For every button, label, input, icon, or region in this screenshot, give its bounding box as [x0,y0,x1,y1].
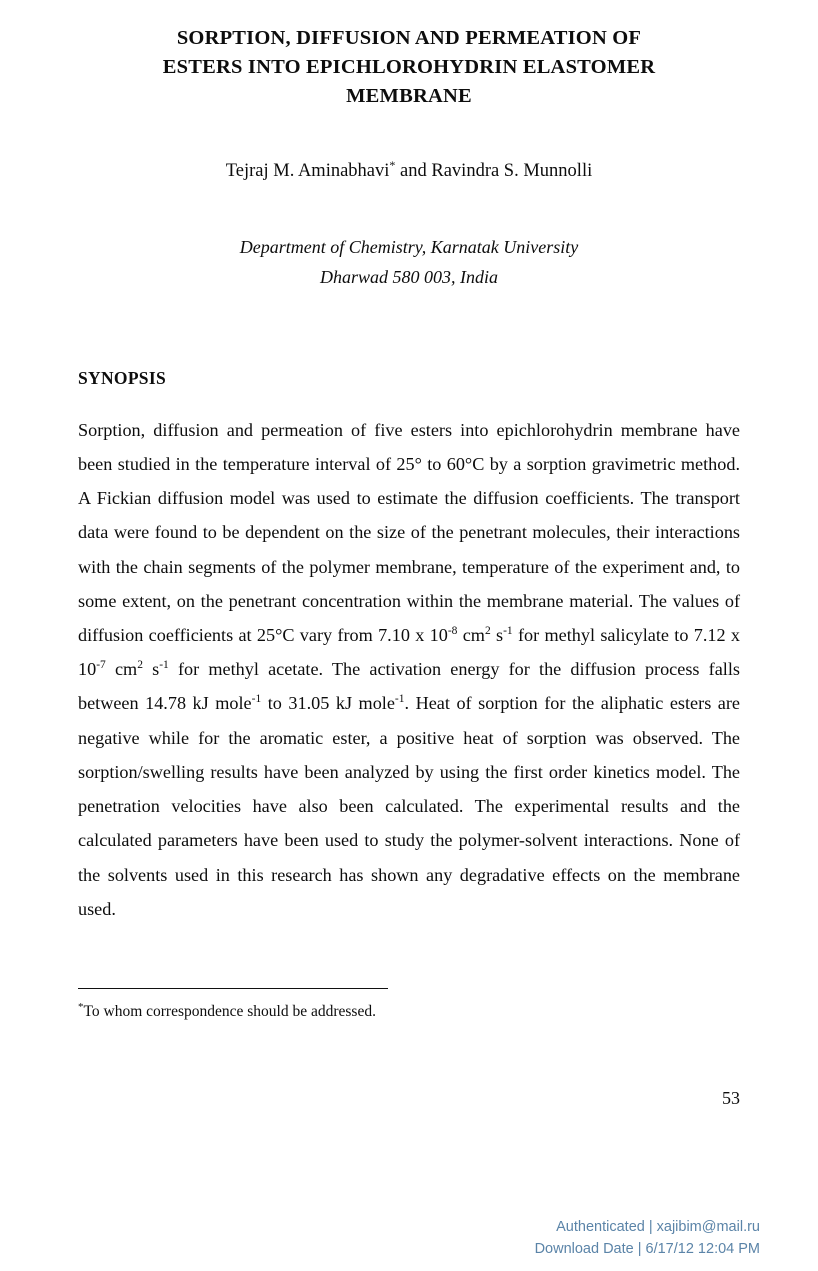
author-list [78,157,740,185]
abstract-sup-8: -1 [394,693,405,706]
abstract-body [78,413,740,926]
affiliation-line-1: Department of Chemistry, Karnatak University [239,237,579,258]
title-line-3: MEMBRANE [346,85,472,108]
affiliation [78,233,740,291]
title-line-1: SORPTION, DIFFUSION AND PERMEATION OF [176,27,642,49]
author-footnote-marker: * [389,158,396,173]
page-number: 53 [722,1088,740,1108]
synopsis-heading: SYNOPSIS [78,367,166,388]
abstract-sup-2: 2 [484,624,491,637]
abstract-sup-4: -7 [96,659,106,672]
author-primary: Tejraj M. Aminabhavi [225,161,390,182]
abstract-part-9: . Heat of sorption for the aliphatic esters are negative while for the aromatic ester, a positive heat of sorption was observed. The sorption/swelling results have been analyzed by using the first order kinetics model. The penetration velocities have also been calculated. The experimental results and the calculated parameters have been used to study the polymer-solvent interactions. None of the solvents used in this research has shown any degradative effects on the membrane used. [78,693,740,919]
abstract-part-1: Sorption, diffusion and permeation of five esters into epichlorohydrin membrane have been studied in the temperature interval of 25° to 60°C by a sorption gravimetric method. A Fickian diffusion model was used to estimate the diffusion coefficients. The transport data were found to be dependent on the size of the penetrant molecules, their interactions with the chain segments of the polymer membrane, temperature of the experiment and, to some extent, on the penetrant concentration within the membrane material. The values of diffusion coefficients at 25°C vary from 7.10 x 10 [78,419,740,645]
download-watermark [535,1216,760,1261]
abstract-paragraph [78,413,740,926]
watermark-authenticated: Authenticated | xajibim@mail.ru [556,1219,760,1235]
author-conjunction: and [395,161,432,182]
abstract-sup-3: -1 [503,624,513,637]
author-secondary: Ravindra S. Munnolli [431,161,593,182]
abstract-sup-5: 2 [137,659,143,672]
abstract-part-3: s [490,625,504,645]
footnote-divider [78,988,388,989]
footnote [78,1000,376,1023]
footnote-marker: * [78,1001,84,1013]
abstract-part-7: for methyl acetate. The activation energy for the diffusion process falls between 14.78 kJ mole [78,659,740,714]
abstract-sup-1: -8 [447,624,458,637]
abstract-part-6: s [142,659,160,680]
abstract-part-4: for methyl salicylate to 7.12 x 10 [78,625,740,680]
title-line-2: ESTERS INTO EPICHLOROHYDRIN ELASTOMER [162,56,656,79]
abstract-sup-7: -1 [251,693,262,706]
abstract-part-8: to 31.05 kJ mole [261,693,395,714]
watermark-download-date: Download Date | 6/17/12 12:04 PM [534,1241,760,1258]
abstract-sup-6: -1 [159,659,169,672]
page-title [78,24,740,111]
footnote-text: To whom correspondence should be addressed. [83,1003,376,1021]
abstract-part-2: cm [457,625,485,645]
abstract-part-5: cm [105,659,138,680]
affiliation-line-2: Dharwad 580 003, India [319,266,498,287]
